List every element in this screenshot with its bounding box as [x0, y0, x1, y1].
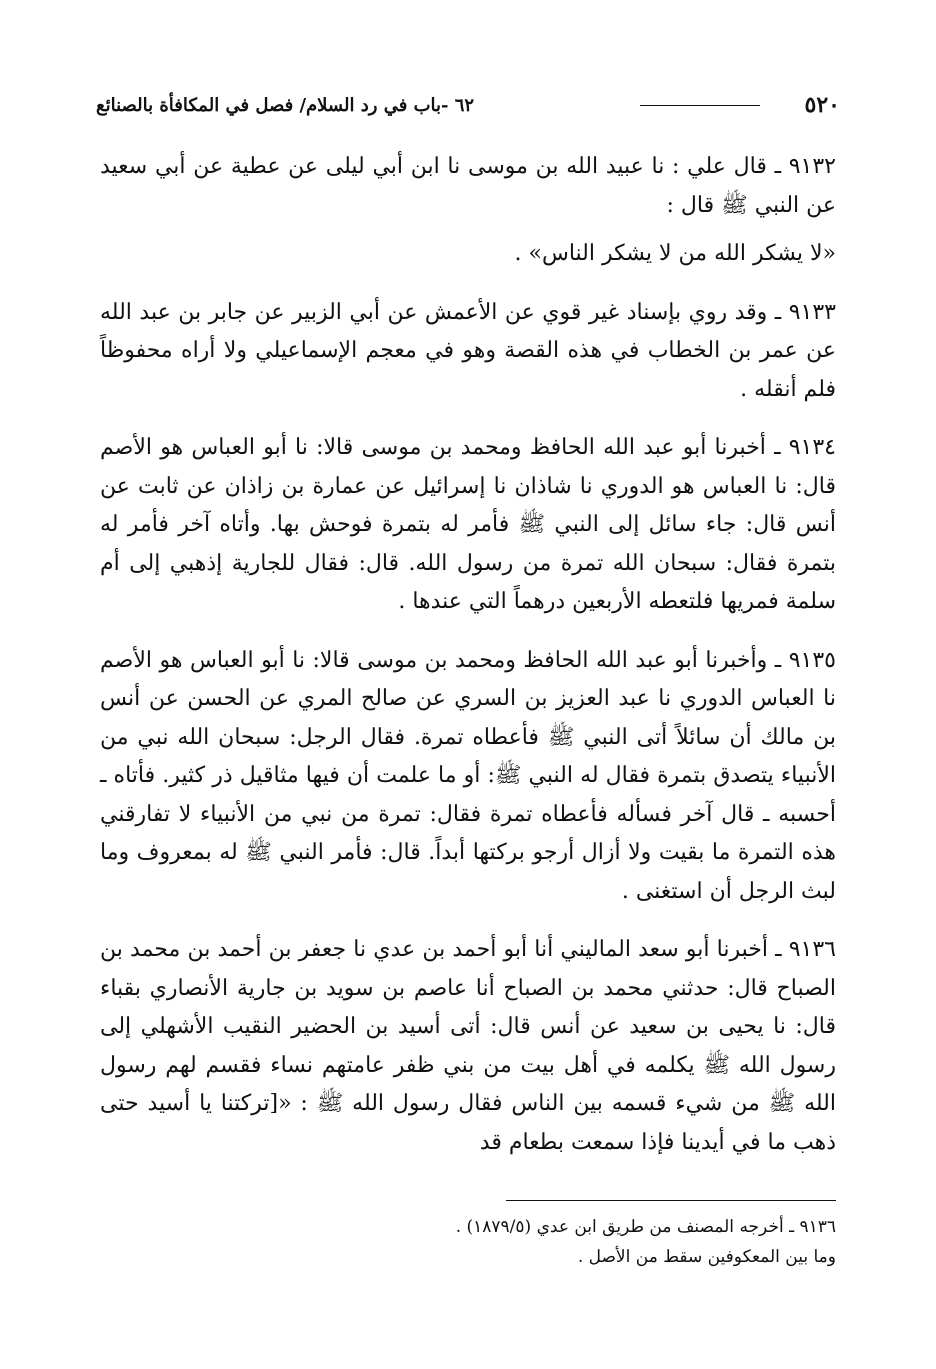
footnotes [100, 1212, 836, 1272]
header-rule [640, 105, 760, 106]
body-text [100, 148, 836, 1172]
hadith-9133: ٩١٣٣ ـ وقد روي بإسناد غير قوي عن الأعمش عن أبي الزبير عن جابر بن عبد الله عن عمر بن الخطاب في هذه القصة وهو في معجم الإسماعيلي ولا أراه محفوظاً فلم أنقله . [100, 299, 836, 402]
hadith-9134: ٩١٣٤ ـ أخبرنا أبو عبد الله الحافظ ومحمد بن موسى قالا: نا أبو العباس هو الأصم قال: نا العباس هو الدوري نا شاذان نا إسرائيل عن عمارة بن زاذان عن ثابت عن أنس قال: جاء سائل إلى النبي ﷺ فأمر له بتمرة فوحش بها. وأتاه آخر فأمر له بتمرة فقال: سبحان الله تمرة من رسول الله. قال: فقال للجارية إذهبي إلى أم سلمة فمريها فلتعطه الأربعين درهماً التي عندها . [100, 435, 836, 614]
footnote-brackets-note: وما بين المعكوفين سقط من الأصل . [577, 1247, 836, 1267]
hadith-9136: ٩١٣٦ ـ أخبرنا أبو سعد الماليني أنا أبو أحمد بن عدي نا جعفر بن أحمد بن محمد بن الصباح قال: حدثني محمد بن الصباح أنا عاصم بن سويد بن جارية الأنصاري بقباء قال: نا يحيى بن سعيد عن أنس قال: أتى أسيد بن الحضير النقيب الأشهلي إلى رسول الله ﷺ يكلمه في أهل بيت من بني ظفر عامتهم نساء فقسم لهم رسول الله ﷺ من شيء قسمه بين الناس فقال رسول الله ﷺ : «[تركتنا يا أسيد حتى ذهب ما في أيدينا فإذا سمعت بطعام قد [100, 937, 836, 1155]
hadith-9132-text: «لا يشكر الله من لا يشكر الناس» . [514, 241, 836, 266]
page-number: ٥٢٠ [804, 92, 840, 118]
footnote-rule [506, 1200, 836, 1201]
footnote-9136: ٩١٣٦ ـ أخرجه المصنف من طريق ابن عدي (١٨٧٩/٥) . [455, 1217, 836, 1237]
running-title: ٦٢ -باب في رد السلام/ فصل في المكافأة بالصنائع [96, 95, 475, 116]
page-header [96, 92, 840, 122]
hadith-9132: ٩١٣٢ ـ قال علي : نا عبيد الله بن موسى نا ابن أبي ليلى عن عطية عن أبي سعيد عن النبي ﷺ قال : [100, 154, 836, 218]
hadith-9135: ٩١٣٥ ـ وأخبرنا أبو عبد الله الحافظ ومحمد بن موسى قالا: نا أبو العباس هو الأصم نا العباس الدوري نا عبد العزيز بن السري عن صالح المري عن الحسن عن أنس بن مالك أن سائلاً أتى النبي ﷺ فأعطاه تمرة. فقال الرجل: سبحان الله نبي من الأنبياء يتصدق بتمرة فقال له النبي ﷺ: أو ما علمت أن فيها مثاقيل ذر كثير. فأتاه ـ أحسبه ـ قال آخر فسأله فأعطاه تمرة فقال: تمرة من نبي من الأنبياء لا تفارقني هذه التمرة ما بقيت ولا أزال أرجو بركتها أبداً. قال: فأمر النبي ﷺ له بمعروف وما لبث الرجل أن استغنى . [100, 647, 836, 904]
